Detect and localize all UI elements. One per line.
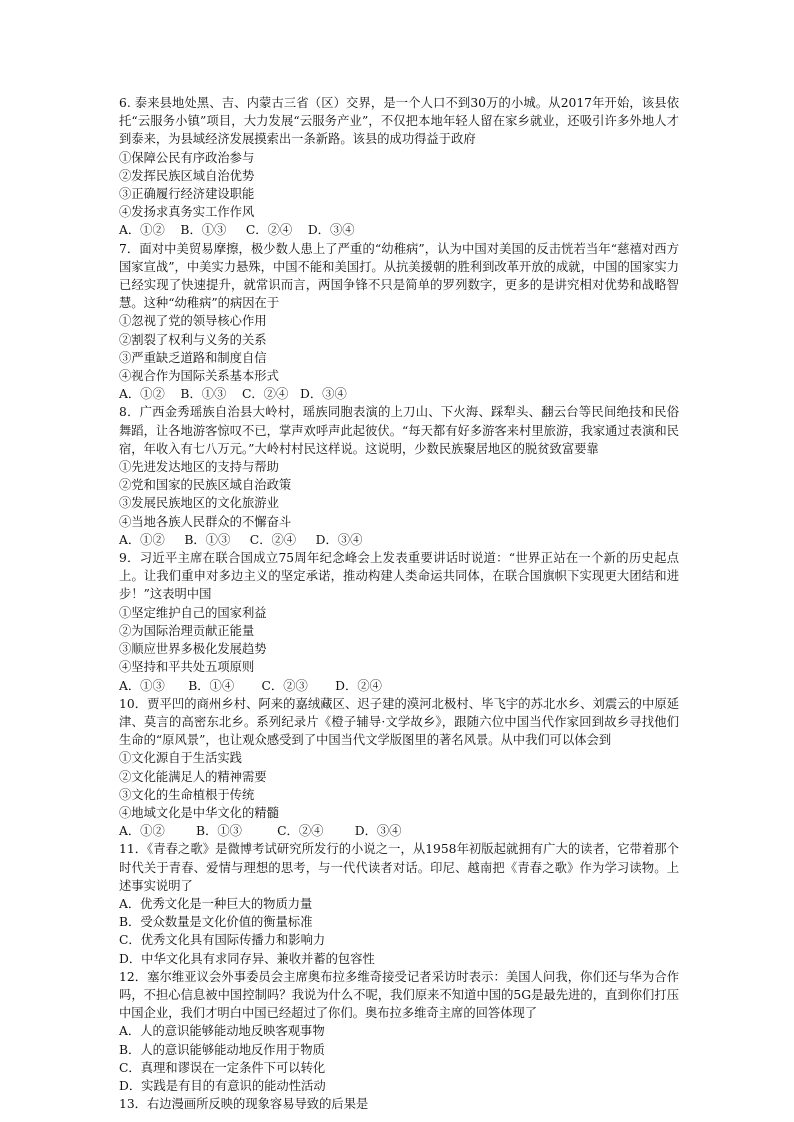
statement-option: ①文化源自于生活实践: [119, 751, 242, 766]
question-11: [119, 840, 679, 967]
statement-option: ③发展民族地区的文化旅游业: [119, 496, 279, 511]
statement-option: ②为国际治理贡献正能量: [119, 623, 255, 638]
statement-option: ①坚定维护自己的国家利益: [119, 605, 267, 620]
statement-option: ③顺应世界多极化发展趋势: [119, 642, 267, 657]
answer-choices: A．①② B．①③ C．②④ D．③④: [119, 387, 347, 402]
statement-option: ②党和国家的民族区域自治政策: [119, 478, 292, 493]
choice-option: A．优秀文化是一种巨大的物质力量: [119, 896, 313, 911]
statement-option: ③文化的生命植根于传统: [119, 787, 255, 802]
choice-option: C．真理和谬误在一定条件下可以转化: [119, 1060, 326, 1075]
statement-option: ②割裂了权利与义务的关系: [119, 332, 267, 347]
statement-option: ④坚持和平共处五项原则: [119, 660, 255, 675]
question-8: [119, 403, 679, 549]
question-stem: 9．习近平主席在联合国成立75周年纪念峰会上发表重要讲话时说道：“世界正站在一个新的历史起点上。让我们重申对多边主义的坚定承诺，推动构建人类命运共同体，在联合国旗帜下实现更大团结和进步！”这表明中国: [119, 551, 679, 602]
statement-option: ②发挥民族区域自治优势: [119, 168, 255, 183]
statement-option: ④地域文化是中华文化的精髓: [119, 805, 279, 820]
question-stem: 11．《青春之歌》是微博考试研究所发行的小说之一，从1958年初版起就拥有广大的读者，它带着那个时代关于青春、爱情与理想的思考，与一代代读者对话。印尼、越南把《青春之歌》作为学习读物。上述事实说明了: [119, 842, 679, 893]
answer-choices: A．①② B．①③ C．②④ D．③④: [119, 532, 363, 547]
answer-choices: A．①② B．①③ C．②④ D．③④: [119, 223, 355, 238]
question-stem: 10．贾平凹的商州乡村、阿来的嘉绒藏区、迟子建的漠河北极村、毕飞宇的苏北水乡、刘震云的中原延津、莫言的高密东北乡。系列纪录片《橙子辅导·文学故乡》，跟随六位中国当代作家回到故乡寻找他们生命的“原风景”，也让观众感受到了中国当代文学版图里的著名风景。从中我们可以体会到: [119, 696, 679, 748]
choice-option: D．实践是有目的有意识的能动性活动: [119, 1078, 326, 1093]
statement-option: ④视合作为国际关系基本形式: [119, 369, 279, 384]
answer-choices: A．①③ B．①④ C．②③ D．②④: [119, 678, 382, 693]
statement-option: ④发扬求真务实工作作风: [119, 205, 255, 220]
answer-choices: A．①② B．①③ C．②④ D．③④: [119, 824, 402, 839]
statement-option: ①忽视了党的领导核心作用: [119, 314, 267, 329]
statement-option: ③正确履行经济建设职能: [119, 187, 255, 202]
choice-option: A．人的意识能够能动地反映客观事物: [119, 1024, 325, 1039]
question-7: [119, 240, 679, 404]
question-stem: 6. 泰来县地处黑、吉、内蒙古三省（区）交界，是一个人口不到30万的小城。从2017年开始，该县依托“云服务小镇”项目，大力发展“云服务产业”，不仅把本地年轻人留在家乡就业，还吸引许多外地人才到泰来，为县域经济发展摸索出一条新路。该县的成功得益于政府: [119, 96, 679, 147]
question-stem: 12．塞尔维亚议会外事委员会主席奥布拉多维奇接受记者采访时表示：美国人问我，你们还与华为合作吗，不担心信息被中国控制吗？我说为什么不呢，我们原来不知道中国的5G是最先进的，直到你们打压中国企业，我们才明白中国已经超过了你们。奥布拉多维奇主席的回答体现了: [119, 969, 679, 1021]
choice-option: C．优秀文化具有国际传播力和影响力: [119, 933, 326, 948]
statement-option: ①保障公民有序政治参与: [119, 150, 255, 165]
statement-option: ②文化能满足人的精神需要: [119, 769, 267, 784]
question-stem: 8．广西金秀瑶族自治县大岭村，瑶族同胞表演的上刀山、下火海、踩犁头、翻云台等民间绝技和民俗舞蹈，让各地游客惊叹不已，掌声欢呼声此起彼伏。“每天都有好多游客来村里旅游，我家通过表演和民宿，年收入有七八万元。”大岭村村民这样说。这说明，少数民族聚居地区的脱贫致富要靠: [119, 405, 679, 456]
statement-option: ③严重缺乏道路和制度自信: [119, 350, 267, 365]
question-list: [119, 94, 679, 1113]
question-13: [119, 1095, 679, 1113]
choice-option: B．人的意识能够能动地反作用于物质: [119, 1042, 325, 1057]
statement-option: ①先进发达地区的支持与帮助: [119, 460, 279, 475]
question-stem: 13．右边漫画所反映的现象容易导致的后果是: [119, 1097, 369, 1112]
question-stem: 7．面对中美贸易摩擦，极少数人患上了严重的“幼稚病”，认为中国对美国的反击恍若当年“慈禧对西方国家宣战”，中美实力悬殊，中国不能和美国打。从抗美援朝的胜利到改革开放的成就，中国的国家实力已经实现了快速提升，就常识而言，两国争锋不只是简单的罗列数字，更多的是讲究相对优势和战略智慧。这种“幼稚病”的病因在于: [119, 241, 679, 311]
choice-option: D．中华文化具有求同存异、兼收并蓄的包容性: [119, 951, 375, 966]
question-9: [119, 549, 679, 695]
choice-option: B．受众数量是文化价值的衡量标准: [119, 915, 313, 930]
question-10: [119, 695, 679, 841]
statement-option: ④当地各族人民群众的不懈奋斗: [119, 514, 292, 529]
question-12: [119, 968, 679, 1095]
question-6: [119, 94, 679, 240]
